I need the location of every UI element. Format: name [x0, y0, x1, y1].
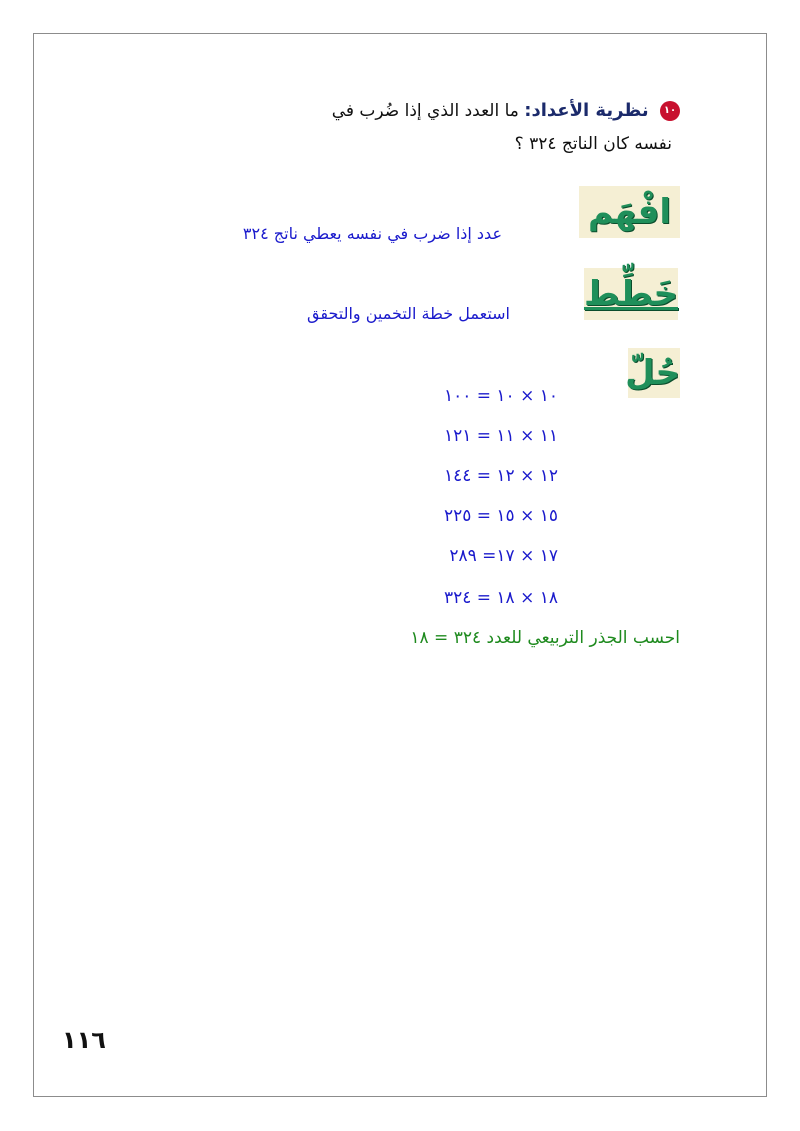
plan-step-icon: خَطِّط — [584, 268, 678, 320]
understand-text: عدد إذا ضرب في نفسه يعطي ناتج ٣٢٤ — [242, 224, 502, 243]
calculation-line: ١٨ × ١٨ = ٣٢٤ — [443, 588, 558, 608]
calculation-line: ١٥ × ١٥ = ٢٢٥ — [443, 506, 558, 526]
question-number-badge: ١٠ — [660, 101, 680, 121]
conclusion-text: احسب الجذر التربيعي للعدد ٣٢٤ = ١٨ — [410, 628, 680, 648]
question-title: نظرية الأعداد: — [524, 100, 649, 121]
plan-text: استعمل خطة التخمين والتحقق — [307, 304, 510, 323]
question-text-1: ما العدد الذي إذا ضُرب في — [331, 101, 519, 121]
calculation-line: ١٢ × ١٢ = ١٤٤ — [443, 466, 558, 486]
question-text-2: نفسه كان الناتج ٣٢٤ ؟ — [514, 134, 672, 154]
page-number: ١١٦ — [62, 1026, 106, 1054]
calculation-line: ١٠ × ١٠ = ١٠٠ — [443, 386, 558, 406]
solve-step-icon: حُلّ — [628, 348, 680, 398]
calculation-line: ١١ × ١١ = ١٢١ — [443, 426, 558, 446]
understand-step-icon: افْهَم — [579, 186, 680, 238]
question-line-1 — [332, 100, 680, 121]
calculation-line: ١٧ × ١٧= ٢٨٩ — [449, 546, 558, 566]
